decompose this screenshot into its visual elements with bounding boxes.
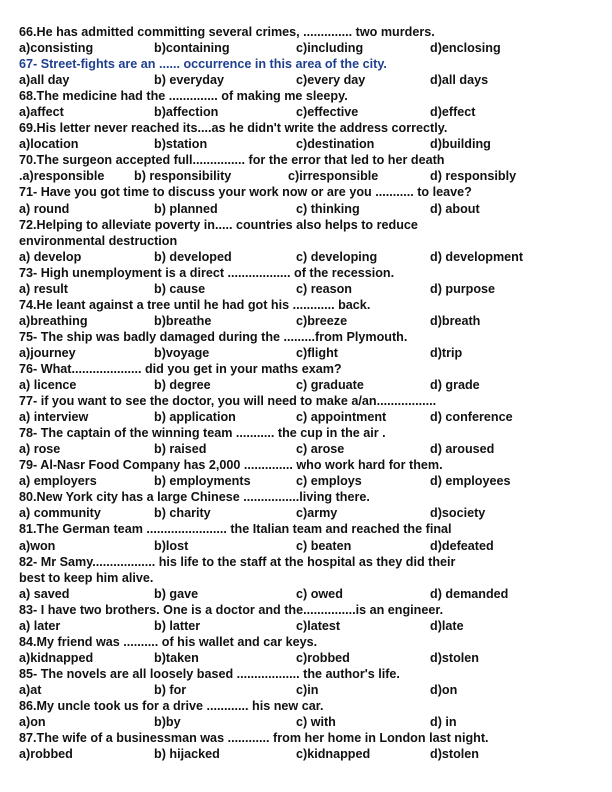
options-row	[19, 313, 599, 329]
question-block	[19, 425, 599, 457]
answer-option-a[interactable]: a)breathing	[19, 313, 88, 328]
question-block	[19, 152, 599, 184]
answer-option-a[interactable]: a) licence	[19, 378, 77, 393]
answer-option-b[interactable]: b)station	[154, 137, 208, 152]
question-block	[19, 361, 599, 393]
worksheet	[19, 24, 599, 762]
answer-option-b[interactable]: b) latter	[154, 618, 201, 633]
answer-option-c[interactable]: c) appointment	[296, 410, 387, 425]
answer-option-c[interactable]: c)destination	[296, 137, 375, 152]
answer-option-b[interactable]: b) developed	[154, 249, 232, 264]
question-block	[19, 88, 599, 120]
question-stem: 86.My uncle took us for a drive ............ his new car.	[19, 698, 324, 713]
answer-option-a[interactable]: a)on	[19, 715, 46, 730]
answer-option-a[interactable]: a)consisting	[19, 41, 94, 56]
answer-option-a[interactable]: a) employers	[19, 474, 97, 489]
answer-option-a[interactable]: a)journey	[19, 345, 76, 360]
question-block	[19, 602, 599, 634]
question-stem: 66.He has admitted committing several crimes, .............. two murders.	[19, 25, 435, 39]
answer-option-b[interactable]: b) planned	[154, 201, 218, 216]
answer-option-b[interactable]: b) employments	[154, 474, 251, 489]
question-stem: 87.The wife of a businessman was ............ from her home in London last night.	[19, 731, 489, 746]
question-block	[19, 554, 599, 602]
options-row	[19, 586, 599, 602]
question-stem: 82- Mr Samy.................. his life to the staff at the hospital as they did their	[19, 554, 456, 569]
answer-option-d[interactable]: d) development	[430, 249, 524, 264]
options-row	[19, 714, 599, 730]
options-row	[19, 377, 599, 393]
question-stem: 73- High unemployment is a direct .................. of the recession.	[19, 265, 395, 280]
answer-option-c[interactable]: c)irresponsible	[288, 169, 379, 184]
question-stem: 81.The German team ....................... the Italian team and reached the final	[19, 522, 452, 537]
question-stem: 68.The medicine had the .............. of making me sleepy.	[19, 89, 348, 104]
options-row	[19, 136, 599, 152]
options-row	[19, 746, 599, 762]
answer-option-b[interactable]: b) hijacked	[154, 747, 220, 762]
question-block	[19, 698, 599, 730]
answer-option-d[interactable]: d)breath	[430, 313, 481, 328]
answer-option-d[interactable]: d)effect	[430, 105, 476, 120]
question-block	[19, 329, 599, 361]
answer-option-b[interactable]: b) degree	[154, 378, 211, 393]
question-block	[19, 217, 599, 265]
answer-option-d[interactable]: d) responsibly	[430, 169, 517, 184]
question-stem: 76- What.................... did you get in your maths exam?	[19, 361, 342, 376]
answer-option-c[interactable]: c)including	[296, 41, 364, 56]
answer-option-c[interactable]: c)kidnapped	[296, 747, 371, 762]
options-row	[19, 168, 599, 184]
question-stem: 75- The ship was badly damaged during the .........from Plymouth.	[19, 329, 408, 344]
answer-option-d[interactable]: d)building	[430, 137, 491, 152]
answer-option-a[interactable]: a) develop	[19, 249, 82, 264]
answer-option-c[interactable]: c) reason	[296, 281, 352, 296]
answer-option-d[interactable]: d)stolen	[430, 650, 479, 665]
question-stem: 67- Street-fights are an ...... occurrence in this area of the city.	[19, 57, 387, 72]
answer-option-c[interactable]: c) beaten	[296, 538, 352, 553]
answer-option-c[interactable]: c)robbed	[296, 650, 350, 665]
answer-option-d[interactable]: d) aroused	[430, 442, 495, 457]
answer-option-b[interactable]: b) raised	[154, 442, 207, 457]
question-block	[19, 634, 599, 666]
question-block	[19, 521, 599, 553]
answer-option-d[interactable]: d) about	[430, 201, 480, 216]
options-row	[19, 104, 599, 120]
question-block	[19, 489, 599, 521]
question-stem: 85- The novels are all loosely based .................. the author's life.	[19, 666, 400, 681]
options-row	[19, 409, 599, 425]
answer-option-d[interactable]: d)on	[430, 682, 458, 697]
answer-option-b[interactable]: b)by	[154, 715, 181, 730]
answer-option-a[interactable]: a) interview	[19, 410, 89, 425]
options-row	[19, 538, 599, 554]
answer-option-d[interactable]: d)defeated	[430, 538, 494, 553]
answer-option-d[interactable]: d) grade	[430, 378, 480, 393]
answer-option-c[interactable]: c) employs	[296, 474, 362, 489]
answer-option-c[interactable]: c)effective	[296, 105, 359, 120]
answer-option-a[interactable]: a) community	[19, 506, 101, 521]
answer-option-b[interactable]: b) application	[154, 410, 236, 425]
answer-option-c[interactable]: c)in	[296, 682, 319, 697]
answer-option-a[interactable]: a)location	[19, 137, 79, 152]
answer-option-c[interactable]: c)flight	[296, 345, 338, 360]
answer-option-b[interactable]: b) for	[154, 682, 187, 697]
answer-option-d[interactable]: d)late	[430, 618, 464, 633]
question-block	[19, 24, 599, 56]
answer-option-b[interactable]: b) gave	[154, 586, 199, 601]
answer-option-a[interactable]: a) later	[19, 618, 61, 633]
answer-option-a[interactable]: a) result	[19, 281, 68, 296]
answer-option-d[interactable]: d) conference	[430, 410, 513, 425]
answer-option-a[interactable]: .a)responsible	[19, 169, 105, 184]
answer-option-a[interactable]: a)robbed	[19, 747, 73, 762]
answer-option-b[interactable]: b)breathe	[154, 313, 212, 328]
answer-option-b[interactable]: b) cause	[154, 281, 206, 296]
question-block	[19, 184, 599, 216]
answer-option-d[interactable]: d)society	[430, 506, 486, 521]
question-block	[19, 297, 599, 329]
options-row	[19, 441, 599, 457]
answer-option-c[interactable]: c) graduate	[296, 378, 364, 393]
question-stem: 69.His letter never reached its....as he didn't write the address correctly.	[19, 121, 448, 136]
question-stem-continuation: environmental destruction	[19, 233, 178, 248]
answer-option-b[interactable]: b)voyage	[154, 345, 210, 360]
options-row	[19, 201, 599, 217]
options-row	[19, 281, 599, 297]
question-stem: 83- I have two brothers. One is a doctor and the...............is an engineer.	[19, 602, 444, 617]
answer-option-d[interactable]: d)trip	[430, 345, 463, 360]
question-stem: 72.Helping to alleviate poverty in..... countries also helps to reduce	[19, 217, 418, 232]
question-stem: 70.The surgeon accepted full............... for the error that led to her death	[19, 153, 445, 168]
answer-option-b[interactable]: b)affection	[154, 105, 219, 120]
question-stem-continuation: best to keep him alive.	[19, 570, 154, 585]
answer-option-b[interactable]: b) everyday	[154, 73, 225, 88]
question-stem: 84.My friend was .......... of his wallet and car keys.	[19, 634, 318, 649]
answer-option-a[interactable]: a)won	[19, 538, 56, 553]
answer-option-a[interactable]: a)all day	[19, 73, 70, 88]
question-stem: 79- Al-Nasr Food Company has 2,000 .............. who work hard for them.	[19, 458, 443, 473]
answer-option-d[interactable]: d) in	[430, 715, 457, 730]
answer-option-b[interactable]: b) charity	[154, 506, 211, 521]
answer-option-d[interactable]: d) employees	[430, 474, 511, 489]
answer-option-c[interactable]: c)every day	[296, 73, 366, 88]
answer-option-a[interactable]: a) saved	[19, 586, 70, 601]
question-block	[19, 265, 599, 297]
answer-option-c[interactable]: c) with	[296, 715, 336, 730]
answer-option-a[interactable]: a) round	[19, 201, 70, 216]
options-row	[19, 72, 599, 88]
options-row	[19, 249, 599, 265]
answer-option-c[interactable]: c)army	[296, 506, 338, 521]
answer-option-d[interactable]: d) purpose	[430, 281, 496, 296]
answer-option-d[interactable]: d)enclosing	[430, 41, 501, 56]
question-block	[19, 56, 599, 88]
answer-option-b[interactable]: b) responsibility	[134, 169, 232, 184]
answer-option-d[interactable]: d)stolen	[430, 747, 479, 762]
answer-option-a[interactable]: a)at	[19, 682, 42, 697]
answer-option-a[interactable]: a)kidnapped	[19, 650, 94, 665]
question-stem: 71- Have you got time to discuss your work now or are you ........... to leave?	[19, 185, 472, 200]
answer-option-c[interactable]: c) thinking	[296, 201, 360, 216]
answer-option-c[interactable]: c) owed	[296, 586, 343, 601]
answer-option-a[interactable]: a)affect	[19, 105, 64, 120]
answer-option-d[interactable]: d) demanded	[430, 586, 509, 601]
answer-option-c[interactable]: c)latest	[296, 618, 341, 633]
answer-option-c[interactable]: c) arose	[296, 442, 345, 457]
question-stem: 74.He leant against a tree until he had got his ............ back.	[19, 297, 371, 312]
options-row	[19, 40, 599, 56]
answer-option-c[interactable]: c) developing	[296, 249, 378, 264]
question-block	[19, 120, 599, 152]
answer-option-a[interactable]: a) rose	[19, 442, 61, 457]
question-stem: 80.New York city has a large Chinese ................living there.	[19, 490, 370, 505]
answer-option-b[interactable]: b)taken	[154, 650, 199, 665]
question-block	[19, 730, 599, 762]
answer-option-d[interactable]: d)all days	[430, 73, 489, 88]
answer-option-b[interactable]: b)lost	[154, 538, 189, 553]
question-block	[19, 457, 599, 489]
question-block	[19, 393, 599, 425]
answer-option-b[interactable]: b)containing	[154, 41, 230, 56]
options-row	[19, 618, 599, 634]
options-row	[19, 505, 599, 521]
question-stem: 77- if you want to see the doctor, you will need to make a/an.................	[19, 394, 437, 409]
question-block	[19, 666, 599, 698]
options-row	[19, 473, 599, 489]
options-row	[19, 650, 599, 666]
answer-option-c[interactable]: c)breeze	[296, 313, 348, 328]
question-stem: 78- The captain of the winning team ........... the cup in the air .	[19, 426, 386, 441]
options-row	[19, 345, 599, 361]
options-row	[19, 682, 599, 698]
